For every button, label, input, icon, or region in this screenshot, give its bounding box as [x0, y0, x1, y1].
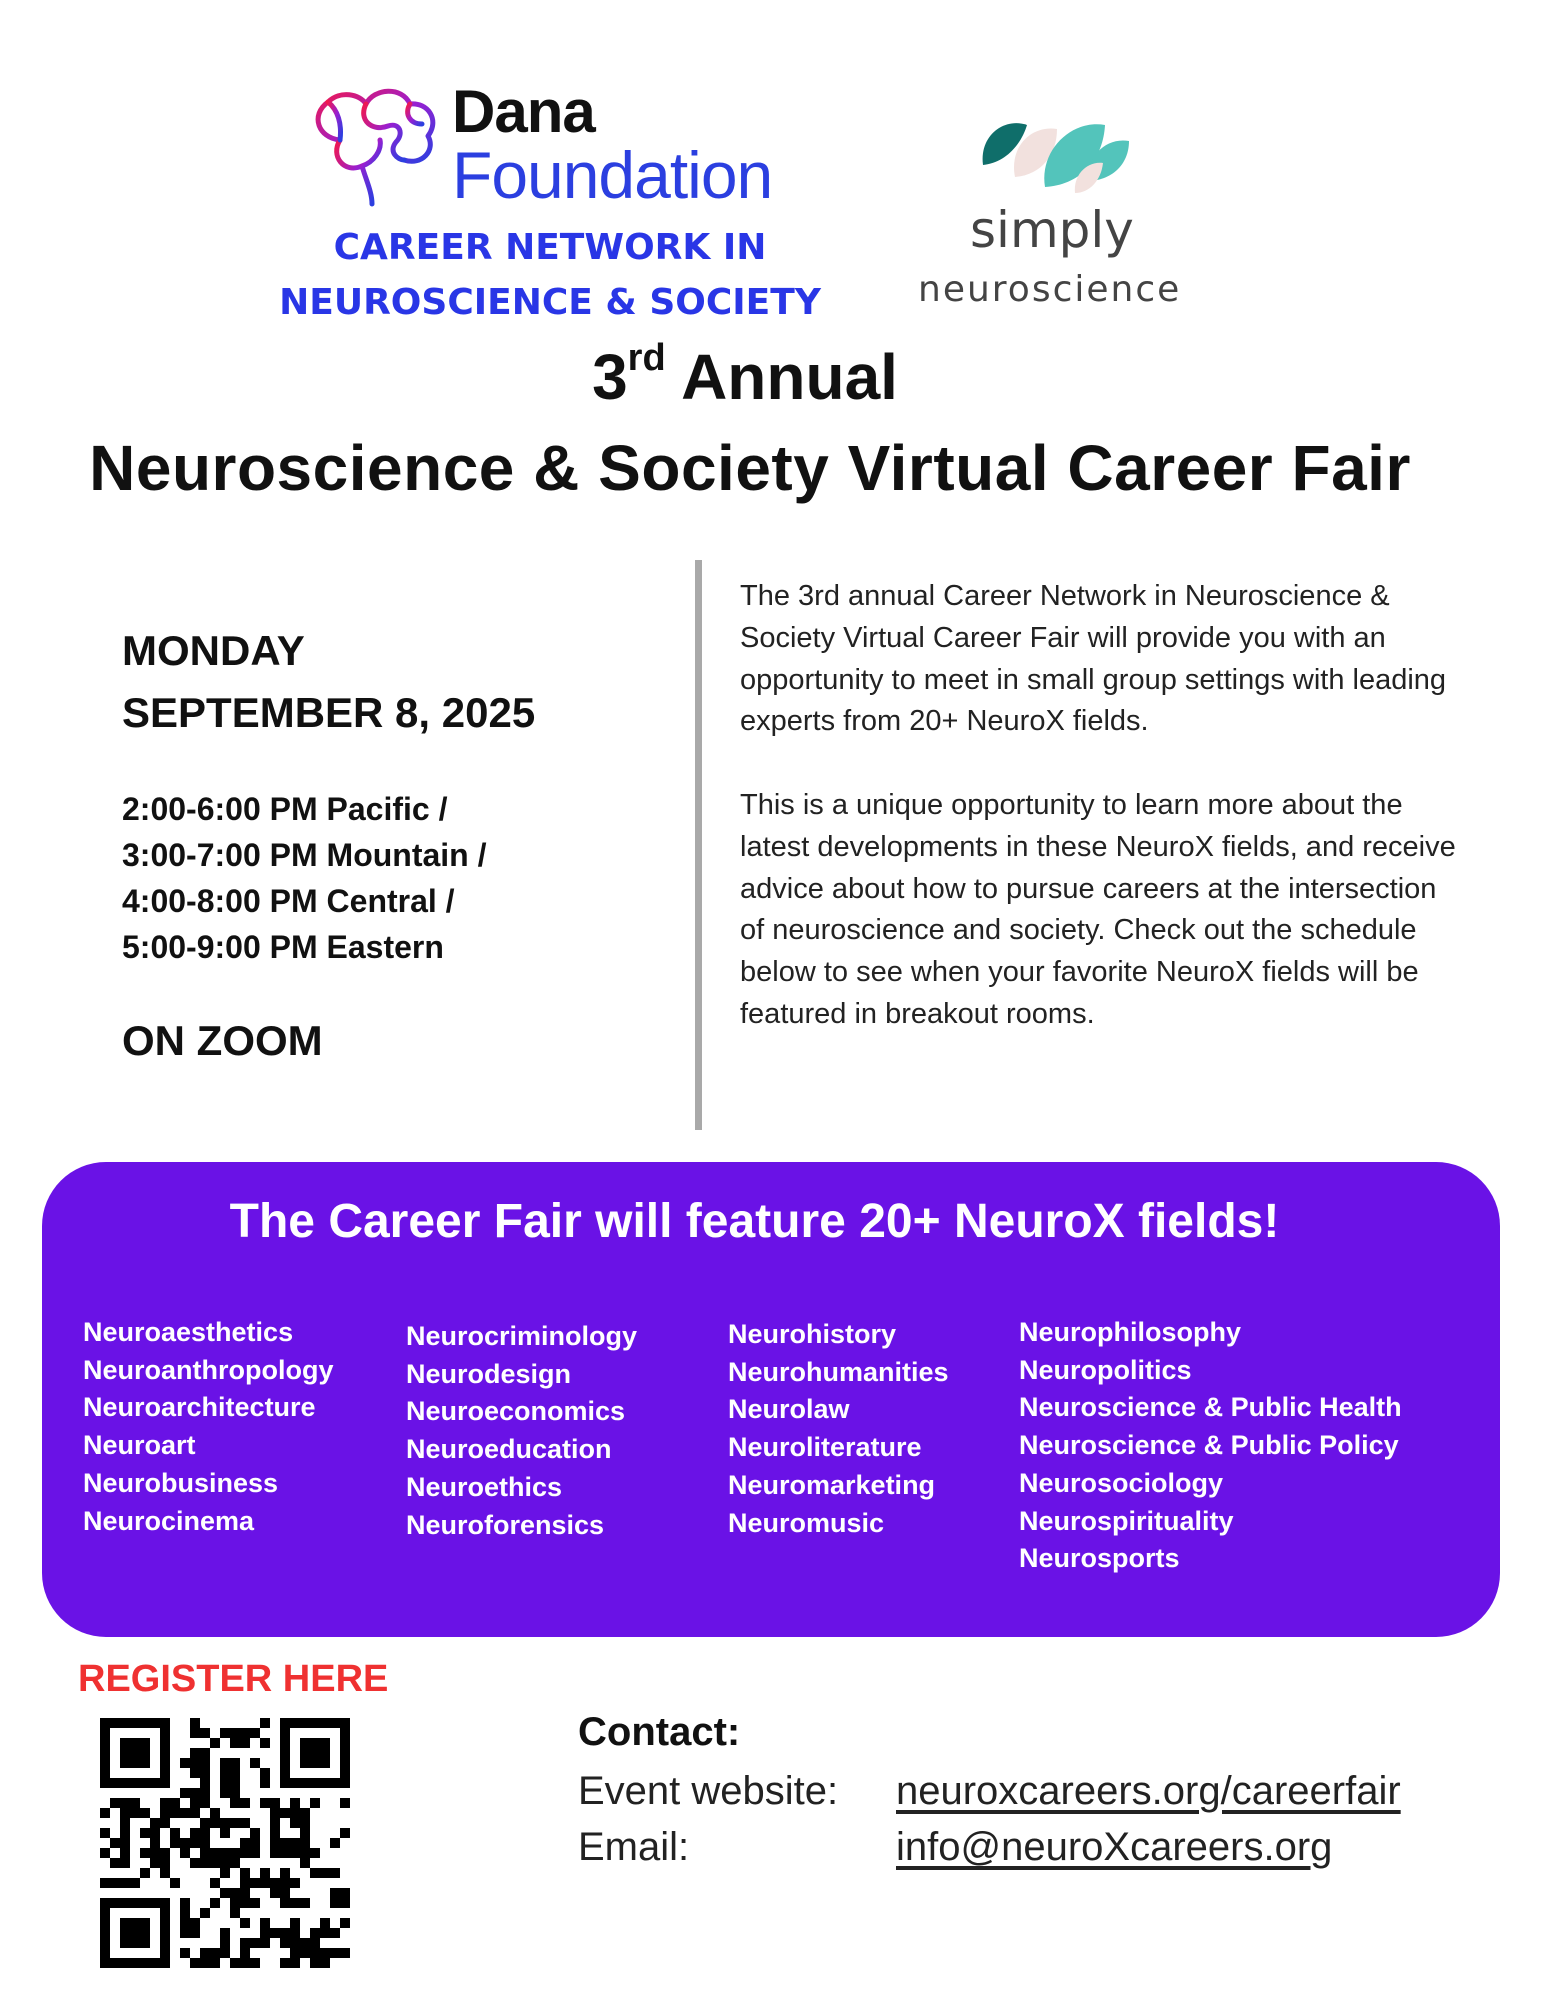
ordinal-number: 3: [592, 341, 628, 413]
description-paragraph-2: This is a unique opportunity to learn more about the latest developments in these NeuroX fields, and receive advice about how to pursue careers at the intersection of neuroscience and society. Check out the schedule below to see when your favorite NeuroX fields will be featured in breakout rooms.: [740, 788, 1456, 1030]
event-day: MONDAY: [122, 627, 305, 674]
field-item: Neurosports: [1019, 1543, 1180, 1574]
time-mountain: 3:00-7:00 PM Mountain /: [122, 837, 487, 873]
field-item: Neurosociology: [1019, 1467, 1224, 1498]
field-item: Neurospirituality: [1019, 1505, 1234, 1536]
simply-logo-word: simply: [970, 201, 1134, 259]
field-item: Neurolaw: [728, 1394, 850, 1425]
field-item: Neuroart: [83, 1430, 196, 1461]
event-title-line-2: Neuroscience & Society Virtual Career Fair: [89, 432, 1411, 504]
event-date: [122, 620, 535, 744]
event-location: ON ZOOM: [122, 1017, 323, 1064]
event-description: [740, 576, 1460, 1078]
dana-logo-name: Dana: [452, 78, 595, 145]
simply-logo-subword: neuroscience: [918, 269, 1182, 310]
fields-heading: The Career Fair will feature 20+ NeuroX fields!: [229, 1195, 1280, 1248]
dana-logo-subname: Foundation: [452, 138, 773, 212]
dana-brain-logo-icon: [300, 80, 450, 210]
field-item: Neuromarketing: [728, 1469, 936, 1500]
ordinal-suffix: rd: [627, 337, 666, 379]
title-annual: Annual: [681, 341, 898, 413]
field-item: Neurobusiness: [83, 1467, 279, 1498]
time-pacific: 2:00-6:00 PM Pacific /: [122, 791, 448, 827]
column-divider: [695, 560, 702, 1130]
field-item: Neuroscience & Public Health: [1019, 1392, 1402, 1423]
simply-neuroscience-leaf-brain-icon: [975, 105, 1135, 195]
time-eastern: 5:00-9:00 PM Eastern: [122, 929, 444, 965]
field-item: Neuroarchitecture: [83, 1392, 316, 1423]
field-item: Neuroethics: [406, 1471, 563, 1502]
email-link[interactable]: info@neuroXcareers.org: [896, 1825, 1333, 1869]
website-label: Event website:: [578, 1769, 839, 1813]
qr-code-icon[interactable]: [100, 1718, 350, 1968]
field-item: Neuroaesthetics: [83, 1317, 294, 1347]
field-item: Neurocriminology: [406, 1321, 638, 1351]
fields-column-4: [1019, 1314, 1402, 1578]
career-network-line-2: NEUROSCIENCE & SOCIETY: [279, 282, 821, 323]
register-here-label[interactable]: REGISTER HERE: [78, 1658, 389, 1700]
website-link[interactable]: neuroxcareers.org/careerfair: [896, 1769, 1401, 1813]
event-times: [122, 786, 487, 970]
career-network-line-1: CAREER NETWORK IN: [333, 227, 767, 268]
fields-column-1: [83, 1314, 334, 1540]
field-item: Neuropolitics: [1019, 1354, 1192, 1385]
field-item: Neuroforensics: [406, 1509, 605, 1540]
contact-heading: Contact:: [578, 1710, 741, 1754]
field-item: Neurohistory: [728, 1319, 897, 1349]
career-network-title: [250, 220, 850, 330]
field-item: Neuroeducation: [406, 1434, 612, 1465]
event-title-line-1: [0, 337, 1490, 413]
fields-column-3: [728, 1316, 949, 1542]
field-item: Neurodesign: [406, 1358, 572, 1389]
field-item: Neuromusic: [728, 1507, 885, 1538]
email-label: Email:: [578, 1825, 690, 1869]
field-item: Neurocinema: [83, 1505, 255, 1536]
event-date-text: SEPTEMBER 8, 2025: [122, 689, 536, 736]
field-item: Neuroeconomics: [406, 1396, 626, 1427]
field-item: Neuroanthropology: [83, 1354, 334, 1385]
field-item: Neurohumanities: [728, 1356, 949, 1387]
fields-column-2: [406, 1318, 637, 1544]
field-item: Neuroscience & Public Policy: [1019, 1430, 1399, 1461]
time-central: 4:00-8:00 PM Central /: [122, 883, 455, 919]
description-paragraph-1: The 3rd annual Career Network in Neuroscience & Society Virtual Career Fair will provide you with an opportunity to meet in small group settings with leading experts from 20+ NeuroX fields.: [740, 580, 1447, 738]
field-item: Neurophilosophy: [1019, 1317, 1241, 1347]
field-item: Neuroliterature: [728, 1432, 922, 1463]
